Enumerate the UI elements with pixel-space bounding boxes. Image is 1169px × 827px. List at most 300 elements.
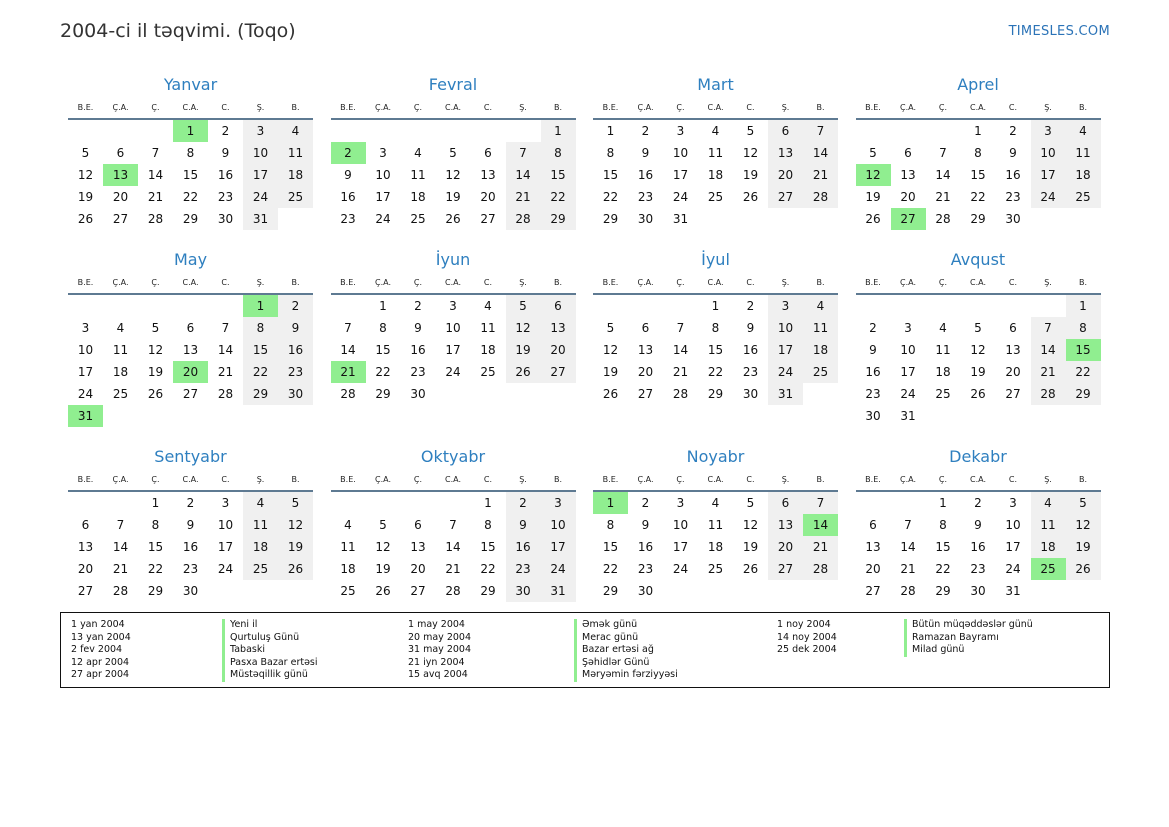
day-cell: 25 [112,387,129,401]
holiday-day-cell: 2 [331,142,366,164]
holiday-date: 20 may 2004 [408,631,472,643]
day-cell: 27 [77,584,94,598]
day-cell: 24 [672,562,689,576]
day-cell: 19 [77,190,94,204]
weekday-label: Ç.A. [899,475,916,484]
holiday-date: 14 noy 2004 [777,631,837,643]
day-cell: 18 [278,164,313,186]
day-cell: 24 [900,387,916,401]
weekday-label: Ç.A. [112,278,129,287]
day-cell: 22 [147,562,164,576]
day-cell: 10 [77,343,94,357]
day-cell: 20 [410,562,426,576]
weekday-label: C. [1008,278,1018,287]
day-cell: 16 [637,540,654,554]
day-cell: 16 [340,190,356,204]
day-cell: 17 [243,164,278,186]
day-cell: 4 [278,120,313,142]
weekday-label: Ş. [781,475,790,484]
day-cell: 3 [379,146,387,160]
day-cell: 2 [186,496,195,510]
day-cell: 18 [340,562,356,576]
day-cell: 14 [112,540,129,554]
day-cell: 30 [182,584,199,598]
weekday-label: Ş. [781,278,790,287]
day-cell: 1 [151,496,160,510]
day-cell: 3 [541,492,576,514]
day-cell: 19 [865,190,881,204]
day-cell: 16 [865,365,881,379]
weekday-label: B. [291,103,300,112]
day-cell: 6 [186,321,195,335]
day-cell: 21 [147,190,164,204]
day-cell: 14 [445,540,461,554]
day-cell: 25 [480,365,496,379]
day-cell: 28 [112,584,129,598]
day-cell: 13 [77,540,94,554]
day-cell: 10 [375,168,391,182]
day-cell: 8 [1066,317,1101,339]
day-cell: 23 [340,212,356,226]
day-cell: 19 [375,562,391,576]
day-cell: 5 [974,321,982,335]
day-cell: 27 [182,387,199,401]
day-cell: 7 [116,518,125,532]
month-name: Oktyabr [420,447,486,466]
weekday-label: C.A. [444,103,461,112]
day-cell: 18 [410,190,426,204]
day-cell: 31 [541,580,576,602]
day-cell: 26 [278,558,313,580]
day-cell: 22 [707,365,724,379]
weekday-header [68,98,313,120]
day-cell: 29 [243,383,278,405]
day-cell: 21 [900,562,916,576]
empty-cell [103,295,138,317]
empty-cell [926,295,961,317]
day-cell: 2 [641,124,650,138]
day-cell: 16 [182,540,199,554]
day-cell: 5 [506,295,541,317]
day-cell: 18 [935,365,951,379]
day-cell: 18 [1031,536,1066,558]
empty-cell [366,120,401,142]
day-cell: 10 [672,146,689,160]
day-cell: 4 [803,295,838,317]
holiday-day-cell: 27 [891,208,926,230]
day-cell: 13 [410,540,426,554]
day-cell: 20 [541,339,576,361]
weekday-label: C. [483,103,493,112]
holiday-name: Merac günü [574,632,638,645]
day-cell: 8 [939,518,947,532]
weekday-label: Ç. [151,278,160,287]
day-cell: 2 [746,299,755,313]
day-cell: 19 [147,365,164,379]
day-cell: 12 [77,168,94,182]
day-cell: 4 [1031,492,1066,514]
day-cell: 2 [506,492,541,514]
day-cell: 2 [278,295,313,317]
weekday-header [856,98,1101,120]
day-grid [856,295,1101,427]
weekday-label: Ş. [519,475,527,484]
day-cell: 2 [221,124,230,138]
holiday-name: Tabaski [222,644,265,657]
weekday-label: Ç. [938,103,948,112]
day-cell: 23 [1005,190,1021,204]
month-0 [68,72,313,230]
day-cell: 27 [768,558,803,580]
day-cell: 15 [602,540,619,554]
day-cell: 25 [278,186,313,208]
day-cell: 26 [506,361,541,383]
empty-cell [208,295,243,317]
day-cell: 12 [1066,514,1101,536]
weekday-label: C. [483,278,493,287]
day-cell: 11 [243,514,278,536]
day-cell: 22 [602,562,619,576]
day-cell: 5 [278,492,313,514]
day-grid [593,492,838,602]
day-cell: 21 [217,365,234,379]
day-cell: 13 [768,514,803,536]
month-10 [593,444,838,602]
day-cell: 15 [480,540,496,554]
day-cell: 6 [641,321,650,335]
weekday-label: C.A. [969,475,986,484]
day-cell: 29 [1066,383,1101,405]
weekday-label: B. [553,475,563,484]
day-cell: 27 [768,186,803,208]
weekday-label: Ç.A. [374,103,391,112]
day-cell: 12 [742,518,759,532]
empty-cell [471,120,506,142]
day-cell: 14 [340,343,356,357]
weekday-label: B.E. [340,475,356,484]
day-cell: 9 [414,321,422,335]
day-cell: 14 [506,164,541,186]
day-cell: 2 [974,496,982,510]
day-cell: 22 [1066,361,1101,383]
day-cell: 30 [506,580,541,602]
day-cell: 29 [375,387,391,401]
weekday-header [593,98,838,120]
day-cell: 9 [641,518,650,532]
day-cell: 18 [1066,164,1101,186]
empty-cell [401,120,436,142]
day-cell: 14 [672,343,689,357]
day-cell: 29 [707,387,724,401]
weekday-label: B. [1078,103,1088,112]
day-cell: 11 [1066,142,1101,164]
day-cell: 30 [278,383,313,405]
day-grid [593,295,838,405]
day-cell: 24 [445,365,461,379]
day-cell: 4 [711,496,720,510]
day-cell: 6 [869,518,877,532]
holiday-list [60,612,1110,688]
month-2 [593,72,838,230]
empty-cell [366,492,401,514]
weekday-label: C. [1008,103,1018,112]
day-cell: 12 [445,168,461,182]
day-cell: 11 [803,317,838,339]
day-cell: 29 [147,584,164,598]
day-cell: 26 [147,387,164,401]
empty-cell [68,120,103,142]
day-cell: 27 [112,212,129,226]
day-grid [856,120,1101,230]
weekday-header [331,470,576,492]
day-cell: 26 [970,387,986,401]
day-cell: 14 [935,168,951,182]
day-cell: 10 [243,142,278,164]
day-cell: 5 [869,146,877,160]
weekday-label: C. [483,475,493,484]
day-cell: 3 [221,496,230,510]
day-cell: 1 [541,120,576,142]
day-cell: 3 [449,299,457,313]
day-cell: 1 [939,496,947,510]
day-cell: 24 [1005,562,1021,576]
day-cell: 8 [606,518,615,532]
weekday-label: B.E. [340,278,356,287]
day-cell: 25 [803,361,838,383]
empty-cell [506,120,541,142]
day-cell: 7 [449,518,457,532]
day-cell: 29 [182,212,199,226]
day-cell: 21 [803,164,838,186]
weekday-label: C.A. [969,278,986,287]
day-cell: 8 [711,321,720,335]
day-cell: 22 [375,365,391,379]
holiday-name: Yeni il [222,619,257,632]
month-3 [856,72,1101,230]
day-cell: 27 [1005,387,1021,401]
day-cell: 15 [602,168,619,182]
site-link[interactable]: TIMESLES.COM [1008,24,1110,39]
empty-cell [68,295,103,317]
empty-cell [891,120,926,142]
day-cell: 20 [865,562,881,576]
day-cell: 29 [480,584,496,598]
day-cell: 12 [278,514,313,536]
day-cell: 2 [1009,124,1017,138]
day-grid [331,295,576,405]
day-cell: 12 [602,343,619,357]
day-cell: 17 [1005,540,1021,554]
day-cell: 26 [742,190,759,204]
day-cell: 27 [637,387,654,401]
weekday-label: Ç.A. [899,278,916,287]
day-cell: 22 [243,361,278,383]
weekday-label: Ç.A. [374,475,391,484]
day-cell: 17 [77,365,94,379]
day-cell: 23 [865,387,881,401]
weekday-label: Ç. [938,278,948,287]
day-cell: 8 [151,518,160,532]
day-cell: 21 [803,536,838,558]
empty-cell [891,295,926,317]
month-1 [331,72,576,230]
weekday-label: B.E. [602,103,619,112]
day-cell: 21 [506,186,541,208]
holiday-date: 31 may 2004 [408,644,472,655]
month-name: İyul [701,250,730,269]
weekday-label: C. [746,103,755,112]
day-cell: 14 [900,540,916,554]
day-cell: 2 [414,299,422,313]
weekday-label: Ç.A. [112,103,129,112]
day-cell: 18 [803,339,838,361]
day-cell: 17 [217,540,234,554]
empty-cell [856,120,891,142]
day-cell: 23 [410,365,426,379]
holiday-day-cell: 21 [331,361,366,383]
weekday-label: C.A. [707,475,724,484]
day-cell: 26 [445,212,461,226]
weekday-label: C.A. [444,278,461,287]
day-cell: 10 [900,343,916,357]
empty-cell [891,492,926,514]
day-cell: 12 [970,343,986,357]
day-cell: 23 [637,190,654,204]
weekday-header [331,273,576,295]
day-cell: 9 [221,146,230,160]
day-cell: 3 [676,496,685,510]
weekday-label: Ş. [1044,278,1052,287]
holiday-day-cell: 31 [68,405,103,427]
day-cell: 6 [768,492,803,514]
day-cell: 26 [375,584,391,598]
weekday-label: C. [221,475,230,484]
day-cell: 25 [707,190,724,204]
day-cell: 19 [742,168,759,182]
day-cell: 9 [869,343,877,357]
weekday-label: Ç.A. [637,475,654,484]
day-cell: 23 [217,190,234,204]
day-cell: 24 [1031,186,1066,208]
weekday-label: C. [221,278,230,287]
day-cell: 18 [243,536,278,558]
day-cell: 9 [278,317,313,339]
empty-cell [138,120,173,142]
day-cell: 26 [1066,558,1101,580]
day-cell: 29 [602,584,619,598]
day-cell: 1 [711,299,720,313]
day-cell: 8 [606,146,615,160]
empty-cell [593,295,628,317]
day-cell: 9 [186,518,195,532]
day-cell: 5 [1066,492,1101,514]
month-6 [593,247,838,405]
day-cell: 25 [935,387,951,401]
holiday-date: 1 may 2004 [408,619,465,630]
day-cell: 24 [217,562,234,576]
month-name: Sentyabr [154,447,227,466]
day-cell: 11 [340,540,356,554]
day-cell: 27 [480,212,496,226]
empty-cell [138,295,173,317]
month-7 [856,247,1101,427]
day-cell: 17 [672,540,689,554]
day-cell: 23 [970,562,986,576]
empty-cell [996,295,1031,317]
day-cell: 10 [1005,518,1021,532]
day-cell: 31 [243,208,278,230]
day-cell: 29 [970,212,986,226]
empty-cell [436,120,471,142]
month-name: Aprel [957,75,999,94]
day-cell: 22 [602,190,619,204]
day-cell: 10 [541,514,576,536]
day-cell: 22 [480,562,496,576]
day-cell: 9 [974,518,982,532]
empty-cell [401,492,436,514]
day-cell: 3 [676,124,685,138]
weekday-label: Ç. [676,103,685,112]
day-cell: 6 [1009,321,1017,335]
day-cell: 18 [480,343,496,357]
day-cell: 28 [803,186,838,208]
day-cell: 10 [1031,142,1066,164]
day-cell: 30 [637,212,654,226]
day-cell: 4 [414,146,422,160]
day-cell: 21 [112,562,129,576]
month-4 [68,247,313,427]
day-cell: 1 [974,124,982,138]
day-cell: 4 [484,299,492,313]
empty-cell [663,295,698,317]
day-cell: 18 [707,168,724,182]
weekday-label: Ç.A. [899,103,916,112]
day-cell: 23 [742,365,759,379]
day-cell: 1 [606,124,615,138]
holiday-name: Milad günü [904,644,964,657]
weekday-label: B. [291,475,300,484]
day-cell: 14 [147,168,164,182]
day-cell: 5 [449,146,457,160]
weekday-header [593,470,838,492]
weekday-label: Ç. [676,278,685,287]
holiday-name: Qurtuluş Günü [222,632,299,645]
day-cell: 16 [1005,168,1021,182]
day-cell: 6 [541,295,576,317]
weekday-label: C. [221,103,230,112]
day-cell: 19 [970,365,986,379]
weekday-label: Ç. [151,475,160,484]
weekday-label: Ş. [781,103,790,112]
day-cell: 16 [506,536,541,558]
weekday-label: B.E. [77,278,94,287]
holiday-date: 1 yan 2004 [71,619,125,630]
day-cell: 15 [707,343,724,357]
day-cell: 28 [147,212,164,226]
day-cell: 20 [77,562,94,576]
day-cell: 31 [1005,584,1021,598]
weekday-label: B.E. [602,475,619,484]
day-cell: 15 [970,168,986,182]
weekday-label: B.E. [865,278,881,287]
day-cell: 3 [1009,496,1017,510]
day-cell: 26 [742,562,759,576]
empty-cell [68,492,103,514]
day-cell: 22 [541,186,576,208]
day-cell: 30 [865,409,881,423]
month-name: May [173,250,208,269]
day-cell: 16 [637,168,654,182]
